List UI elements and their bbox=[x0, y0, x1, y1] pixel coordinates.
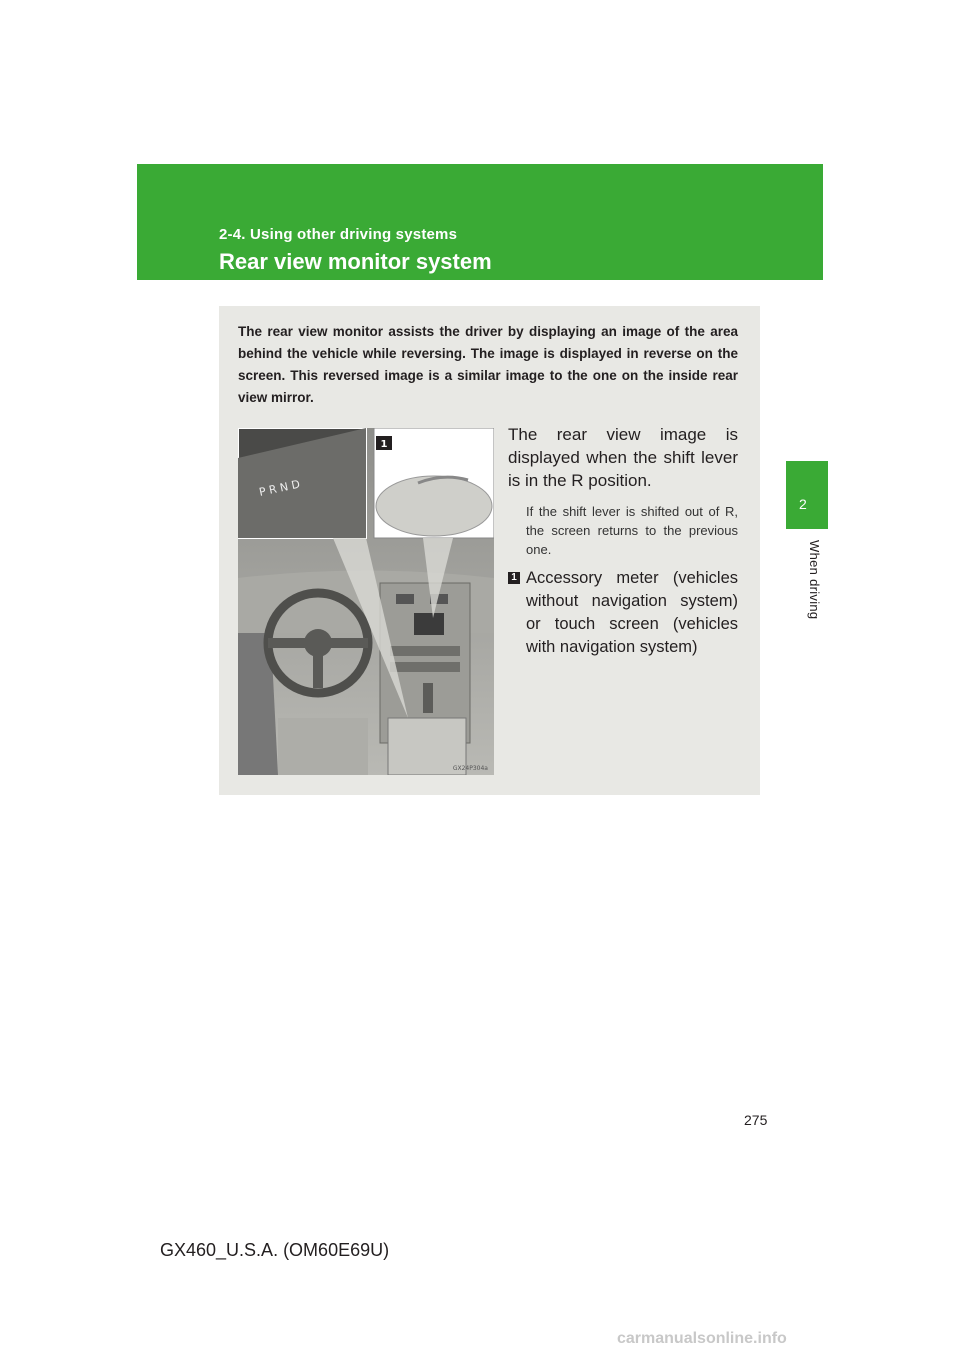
chapter-tab-number: 2 bbox=[799, 496, 807, 512]
dashboard-figure bbox=[238, 428, 494, 775]
page-title: Rear view monitor system bbox=[219, 249, 492, 274]
intro-paragraph: The rear view monitor assists the driver by displaying an image of the area behind the vehicle while reversing. The image is displayed in reverse on the screen. This reversed image is a similar image to the one on the inside rear view mirror. bbox=[238, 324, 738, 405]
dashboard-illustration bbox=[238, 428, 494, 775]
main-description: The rear view image is displayed when the shift lever is in the R position. bbox=[508, 425, 738, 490]
watermark: carmanualsonline.info bbox=[617, 1330, 787, 1347]
shift-gate-letters: P R N D bbox=[257, 477, 302, 499]
section-label: 2-4. Using other driving systems bbox=[219, 226, 458, 243]
figure-callout-number: 1 bbox=[380, 439, 388, 450]
page-number: 275 bbox=[744, 1112, 768, 1128]
chapter-tab-label: When driving bbox=[807, 540, 822, 620]
footer-code: GX460_U.S.A. (OM60E69U) bbox=[160, 1240, 390, 1260]
callout-description: Accessory meter (vehicles without navigation system) or touch screen (vehicles with navigation system) bbox=[526, 569, 738, 656]
chapter-tab[interactable] bbox=[786, 461, 828, 529]
figure-image-code: GX24P304a bbox=[452, 765, 488, 772]
callout-badge: 1 bbox=[508, 572, 520, 584]
callout-item bbox=[508, 567, 738, 659]
note-text: If the shift lever is shifted out of R, the screen returns to the previous one. bbox=[526, 504, 738, 557]
